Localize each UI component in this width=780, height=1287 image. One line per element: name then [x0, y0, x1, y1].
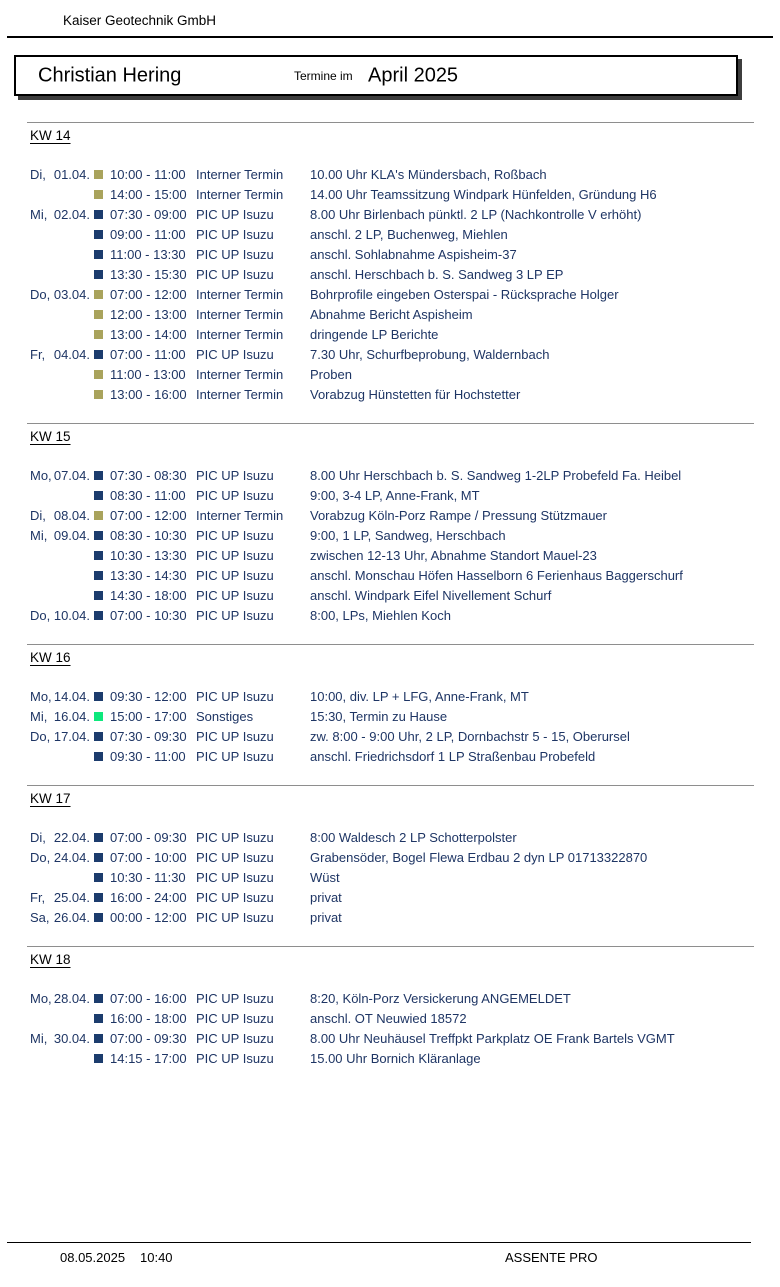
week-label: KW 18 — [30, 952, 71, 967]
section-divider — [27, 423, 754, 424]
time-range: 16:00 - 24:00 — [110, 890, 187, 905]
time-range: 09:30 - 12:00 — [110, 689, 187, 704]
appointment-row — [30, 707, 780, 727]
marker-cell — [94, 466, 110, 486]
appointment-row — [30, 225, 780, 245]
header-divider — [7, 36, 773, 38]
day-label: Mo, — [30, 468, 52, 483]
category-marker-icon — [94, 712, 103, 721]
day-label: Mo, — [30, 689, 52, 704]
title-prefix: Termine im — [294, 68, 353, 83]
marker-cell — [94, 707, 110, 727]
week-rows — [0, 989, 780, 1069]
time-range: 14:30 - 18:00 — [110, 588, 187, 603]
category-label: Interner Termin — [196, 327, 284, 342]
day-cell — [30, 727, 94, 747]
title-month: April 2025 — [368, 64, 459, 86]
day-cell — [30, 185, 94, 205]
time-range: 11:00 - 13:30 — [110, 247, 186, 262]
category-marker-icon — [94, 833, 103, 842]
time-range: 07:00 - 16:00 — [110, 991, 187, 1006]
date-label: 04.04. — [53, 347, 90, 362]
day-label: Mi, — [30, 1031, 48, 1046]
week-label: KW 14 — [30, 128, 71, 143]
day-cell — [30, 466, 94, 486]
category-marker-icon — [94, 913, 103, 922]
category-marker-icon — [94, 752, 103, 761]
footer-print-time: 10:40 — [140, 1250, 173, 1265]
appointment-row — [30, 466, 780, 486]
day-label: Do, — [30, 850, 51, 865]
day-cell — [30, 566, 94, 586]
time-range: 07:30 - 08:30 — [110, 468, 187, 483]
category-marker-icon — [94, 270, 103, 279]
category-marker-icon — [94, 190, 103, 199]
category-label: PIC UP Isuzu — [196, 608, 274, 623]
category-marker-icon — [94, 994, 103, 1003]
category-label: PIC UP Isuzu — [196, 850, 274, 865]
section-divider — [27, 785, 754, 786]
description: 8.00 Uhr Herschbach b. S. Sandweg 1-2LP Probefeld Fa. Heibel — [310, 468, 682, 483]
appointment-row — [30, 687, 780, 707]
time-range: 14:00 - 15:00 — [110, 187, 187, 202]
time-range: 07:00 - 12:00 — [110, 287, 187, 302]
description: privat — [310, 890, 342, 905]
category-marker-icon — [94, 170, 103, 179]
category-label: PIC UP Isuzu — [196, 568, 274, 583]
date-label: 25.04. — [53, 890, 90, 905]
category-label: PIC UP Isuzu — [196, 267, 274, 282]
week-rows — [0, 466, 780, 626]
marker-cell — [94, 566, 110, 586]
description: 15:30, Termin zu Hause — [310, 709, 448, 724]
date-label: 03.04. — [53, 287, 90, 302]
category-marker-icon — [94, 390, 103, 399]
category-marker-icon — [94, 531, 103, 540]
category-marker-icon — [94, 350, 103, 359]
description: Wüst — [310, 870, 340, 885]
day-cell — [30, 868, 94, 888]
description: anschl. Monschau Höfen Hasselborn 6 Ferienhaus Baggerschurf — [310, 568, 683, 583]
category-marker-icon — [94, 210, 103, 219]
time-range: 11:00 - 13:00 — [110, 367, 186, 382]
day-label: Do, — [30, 287, 51, 302]
description: 10.00 Uhr KLA's Mündersbach, Roßbach — [310, 167, 547, 182]
day-cell — [30, 165, 94, 185]
time-range: 07:00 - 09:30 — [110, 1031, 187, 1046]
category-label: PIC UP Isuzu — [196, 1031, 274, 1046]
description: anschl. Herschbach b. S. Sandweg 3 LP EP — [310, 267, 564, 282]
day-cell — [30, 285, 94, 305]
category-label: Sonstiges — [196, 709, 254, 724]
marker-cell — [94, 868, 110, 888]
description: Grabensöder, Bogel Flewa Erdbau 2 dyn LP 01713322870 — [310, 850, 648, 865]
category-marker-icon — [94, 1014, 103, 1023]
date-label: 24.04. — [53, 850, 90, 865]
category-marker-icon — [94, 250, 103, 259]
day-cell — [30, 365, 94, 385]
category-label: Interner Termin — [196, 367, 284, 382]
time-range: 09:00 - 11:00 — [110, 227, 186, 242]
category-marker-icon — [94, 1054, 103, 1063]
week-label: KW 17 — [30, 791, 71, 806]
marker-cell — [94, 727, 110, 747]
week-rows — [0, 165, 780, 405]
marker-cell — [94, 888, 110, 908]
appointment-row — [30, 989, 780, 1009]
day-cell — [30, 707, 94, 727]
marker-cell — [94, 848, 110, 868]
category-label: PIC UP Isuzu — [196, 870, 274, 885]
category-marker-icon — [94, 611, 103, 620]
category-label: PIC UP Isuzu — [196, 991, 274, 1006]
marker-cell — [94, 586, 110, 606]
day-cell — [30, 747, 94, 767]
category-label: Interner Termin — [196, 187, 284, 202]
date-label: 09.04. — [53, 528, 90, 543]
appointment-row — [30, 727, 780, 747]
appointment-row — [30, 606, 780, 626]
day-label: Mi, — [30, 207, 48, 222]
day-label: Do, — [30, 729, 51, 744]
title-box — [14, 55, 738, 96]
description: 15.00 Uhr Bornich Kläranlage — [310, 1051, 481, 1066]
description: anschl. 2 LP, Buchenweg, Miehlen — [310, 227, 508, 242]
marker-cell — [94, 828, 110, 848]
marker-cell — [94, 687, 110, 707]
day-cell — [30, 888, 94, 908]
section-divider — [27, 644, 754, 645]
date-label: 01.04. — [53, 167, 90, 182]
category-label: Interner Termin — [196, 508, 284, 523]
day-label: Mo, — [30, 991, 52, 1006]
time-range: 08:30 - 11:00 — [110, 488, 186, 503]
appointment-row — [30, 506, 780, 526]
time-range: 00:00 - 12:00 — [110, 910, 187, 925]
week-section — [0, 644, 780, 767]
date-label: 17.04. — [53, 729, 90, 744]
person-name: Christian Hering — [38, 64, 182, 86]
date-label: 28.04. — [53, 991, 90, 1006]
time-range: 08:30 - 10:30 — [110, 528, 187, 543]
day-cell — [30, 305, 94, 325]
marker-cell — [94, 225, 110, 245]
appointment-row — [30, 245, 780, 265]
category-marker-icon — [94, 893, 103, 902]
description: 8:00 Waldesch 2 LP Schotterpolster — [310, 830, 517, 845]
category-marker-icon — [94, 511, 103, 520]
description: zw. 8:00 - 9:00 Uhr, 2 LP, Dornbachstr 5 - 15, Oberursel — [310, 729, 630, 744]
description: 8.00 Uhr Neuhäusel Treffpkt Parkplatz OE Frank Bartels VGMT — [310, 1031, 675, 1046]
time-range: 07:00 - 10:00 — [110, 850, 187, 865]
category-label: PIC UP Isuzu — [196, 227, 274, 242]
description: Abnahme Bericht Aspisheim — [310, 307, 473, 322]
appointment-row — [30, 546, 780, 566]
appointment-row — [30, 365, 780, 385]
section-divider — [27, 122, 754, 123]
date-label: 16.04. — [53, 709, 90, 724]
footer-divider — [7, 1242, 751, 1243]
category-label: PIC UP Isuzu — [196, 1051, 274, 1066]
category-marker-icon — [94, 230, 103, 239]
date-label: 08.04. — [53, 508, 90, 523]
category-label: PIC UP Isuzu — [196, 729, 274, 744]
week-section — [0, 122, 780, 405]
day-cell — [30, 908, 94, 928]
week-section — [0, 946, 780, 1069]
time-range: 15:00 - 17:00 — [110, 709, 187, 724]
appointment-row — [30, 526, 780, 546]
day-cell — [30, 586, 94, 606]
category-marker-icon — [94, 591, 103, 600]
marker-cell — [94, 385, 110, 405]
appointment-row — [30, 305, 780, 325]
marker-cell — [94, 1029, 110, 1049]
day-label: Di, — [30, 167, 46, 182]
time-range: 10:30 - 11:30 — [110, 870, 186, 885]
category-marker-icon — [94, 551, 103, 560]
description: Vorabzug Hünstetten für Hochstetter — [310, 387, 521, 402]
category-marker-icon — [94, 310, 103, 319]
appointment-row — [30, 165, 780, 185]
week-label: KW 15 — [30, 429, 71, 444]
time-range: 07:00 - 12:00 — [110, 508, 187, 523]
time-range: 14:15 - 17:00 — [110, 1051, 187, 1066]
marker-cell — [94, 747, 110, 767]
date-label: 07.04. — [53, 468, 90, 483]
description: 9:00, 1 LP, Sandweg, Herschbach — [310, 528, 506, 543]
category-label: PIC UP Isuzu — [196, 910, 274, 925]
category-label: PIC UP Isuzu — [196, 749, 274, 764]
appointment-row — [30, 205, 780, 225]
description: 7.30 Uhr, Schurfbeprobung, Waldernbach — [310, 347, 550, 362]
day-cell — [30, 325, 94, 345]
marker-cell — [94, 1049, 110, 1069]
day-cell — [30, 265, 94, 285]
day-cell — [30, 848, 94, 868]
time-range: 07:00 - 10:30 — [110, 608, 187, 623]
description: 8:00, LPs, Miehlen Koch — [310, 608, 451, 623]
description: Vorabzug Köln-Porz Rampe / Pressung Stützmauer — [310, 508, 607, 523]
description: anschl. OT Neuwied 18572 — [310, 1011, 467, 1026]
description: 14.00 Uhr Teamssitzung Windpark Hünfelden, Gründung H6 — [310, 187, 657, 202]
day-cell — [30, 606, 94, 626]
appointment-row — [30, 586, 780, 606]
company-name: Kaiser Geotechnik GmbH — [63, 13, 217, 28]
day-label: Mi, — [30, 709, 48, 724]
category-label: Interner Termin — [196, 167, 284, 182]
appointment-row — [30, 1029, 780, 1049]
time-range: 10:30 - 13:30 — [110, 548, 187, 563]
day-label: Mi, — [30, 528, 48, 543]
marker-cell — [94, 908, 110, 928]
day-cell — [30, 225, 94, 245]
day-cell — [30, 486, 94, 506]
appointment-row — [30, 1009, 780, 1029]
footer-print-date: 08.05.2025 — [60, 1250, 126, 1265]
section-divider — [27, 946, 754, 947]
appointment-row — [30, 848, 780, 868]
category-marker-icon — [94, 330, 103, 339]
marker-cell — [94, 365, 110, 385]
marker-cell — [94, 486, 110, 506]
time-range: 13:00 - 14:00 — [110, 327, 187, 342]
description: Proben — [310, 367, 352, 382]
category-marker-icon — [94, 571, 103, 580]
date-label: 30.04. — [53, 1031, 90, 1046]
category-marker-icon — [94, 1034, 103, 1043]
marker-cell — [94, 546, 110, 566]
category-label: PIC UP Isuzu — [196, 347, 274, 362]
category-label: PIC UP Isuzu — [196, 247, 274, 262]
description: 10:00, div. LP + LFG, Anne-Frank, MT — [310, 689, 529, 704]
marker-cell — [94, 1009, 110, 1029]
marker-cell — [94, 526, 110, 546]
appointment-row — [30, 265, 780, 285]
description: anschl. Windpark Eifel Nivellement Schurf — [310, 588, 552, 603]
appointment-row — [30, 566, 780, 586]
day-cell — [30, 245, 94, 265]
date-label: 14.04. — [53, 689, 90, 704]
time-range: 07:00 - 09:30 — [110, 830, 187, 845]
week-section — [0, 423, 780, 626]
day-cell — [30, 1049, 94, 1069]
day-cell — [30, 1029, 94, 1049]
day-cell — [30, 828, 94, 848]
category-marker-icon — [94, 732, 103, 741]
category-label: PIC UP Isuzu — [196, 548, 274, 563]
description: anschl. Friedrichsdorf 1 LP Straßenbau Probefeld — [310, 749, 596, 764]
day-label: Fr, — [30, 347, 46, 362]
description: Bohrprofile eingeben Osterspai - Rücksprache Holger — [310, 287, 619, 302]
marker-cell — [94, 205, 110, 225]
day-cell — [30, 546, 94, 566]
category-label: PIC UP Isuzu — [196, 588, 274, 603]
appointment-row — [30, 888, 780, 908]
schedule — [0, 122, 780, 1087]
date-label: 22.04. — [53, 830, 90, 845]
time-range: 10:00 - 11:00 — [110, 167, 186, 182]
description: anschl. Sohlabnahme Aspisheim-37 — [310, 247, 517, 262]
category-label: PIC UP Isuzu — [196, 207, 274, 222]
marker-cell — [94, 285, 110, 305]
description: 9:00, 3-4 LP, Anne-Frank, MT — [310, 488, 480, 503]
week-section — [0, 785, 780, 928]
category-marker-icon — [94, 853, 103, 862]
category-label: Interner Termin — [196, 387, 284, 402]
category-label: PIC UP Isuzu — [196, 890, 274, 905]
category-marker-icon — [94, 471, 103, 480]
category-label: PIC UP Isuzu — [196, 488, 274, 503]
category-marker-icon — [94, 290, 103, 299]
day-cell — [30, 687, 94, 707]
description: 8:20, Köln-Porz Versickerung ANGEMELDET — [310, 991, 571, 1006]
day-cell — [30, 205, 94, 225]
footer-app-name: ASSENTE PRO — [505, 1250, 598, 1265]
day-cell — [30, 526, 94, 546]
day-cell — [30, 1009, 94, 1029]
description: dringende LP Berichte — [310, 327, 439, 342]
marker-cell — [94, 345, 110, 365]
category-label: Interner Termin — [196, 287, 284, 302]
description: zwischen 12-13 Uhr, Abnahme Standort Mauel-23 — [310, 548, 597, 563]
category-marker-icon — [94, 692, 103, 701]
appointment-row — [30, 285, 780, 305]
day-cell — [30, 506, 94, 526]
appointment-row — [30, 325, 780, 345]
category-label: PIC UP Isuzu — [196, 830, 274, 845]
time-range: 07:30 - 09:00 — [110, 207, 187, 222]
description: 8.00 Uhr Birlenbach pünktl. 2 LP (Nachkontrolle V erhöht) — [310, 207, 642, 222]
marker-cell — [94, 245, 110, 265]
day-label: Di, — [30, 830, 46, 845]
marker-cell — [94, 506, 110, 526]
category-marker-icon — [94, 370, 103, 379]
appointment-row — [30, 908, 780, 928]
appointment-row — [30, 486, 780, 506]
time-range: 09:30 - 11:00 — [110, 749, 186, 764]
appointment-row — [30, 828, 780, 848]
category-label: PIC UP Isuzu — [196, 1011, 274, 1026]
day-label: Sa, — [30, 910, 50, 925]
time-range: 07:00 - 11:00 — [110, 347, 186, 362]
time-range: 13:00 - 16:00 — [110, 387, 187, 402]
time-range: 13:30 - 15:30 — [110, 267, 187, 282]
category-label: PIC UP Isuzu — [196, 468, 274, 483]
time-range: 07:30 - 09:30 — [110, 729, 187, 744]
category-label: Interner Termin — [196, 307, 284, 322]
date-label: 02.04. — [53, 207, 90, 222]
time-range: 13:30 - 14:30 — [110, 568, 187, 583]
category-label: PIC UP Isuzu — [196, 528, 274, 543]
appointment-row — [30, 747, 780, 767]
marker-cell — [94, 305, 110, 325]
appointment-row — [30, 385, 780, 405]
marker-cell — [94, 185, 110, 205]
week-rows — [0, 687, 780, 767]
description: privat — [310, 910, 342, 925]
marker-cell — [94, 989, 110, 1009]
marker-cell — [94, 165, 110, 185]
week-rows — [0, 828, 780, 928]
category-label: PIC UP Isuzu — [196, 689, 274, 704]
day-label: Do, — [30, 608, 51, 623]
appointment-row — [30, 868, 780, 888]
day-cell — [30, 385, 94, 405]
appointment-row — [30, 1049, 780, 1069]
marker-cell — [94, 265, 110, 285]
time-range: 16:00 - 18:00 — [110, 1011, 187, 1026]
time-range: 12:00 - 13:00 — [110, 307, 187, 322]
date-label: 26.04. — [53, 910, 90, 925]
day-cell — [30, 345, 94, 365]
marker-cell — [94, 325, 110, 345]
week-label: KW 16 — [30, 650, 71, 665]
day-cell — [30, 989, 94, 1009]
marker-cell — [94, 606, 110, 626]
appointment-row — [30, 185, 780, 205]
day-label: Fr, — [30, 890, 46, 905]
category-marker-icon — [94, 873, 103, 882]
day-label: Di, — [30, 508, 46, 523]
date-label: 10.04. — [53, 608, 90, 623]
appointment-row — [30, 345, 780, 365]
category-marker-icon — [94, 491, 103, 500]
